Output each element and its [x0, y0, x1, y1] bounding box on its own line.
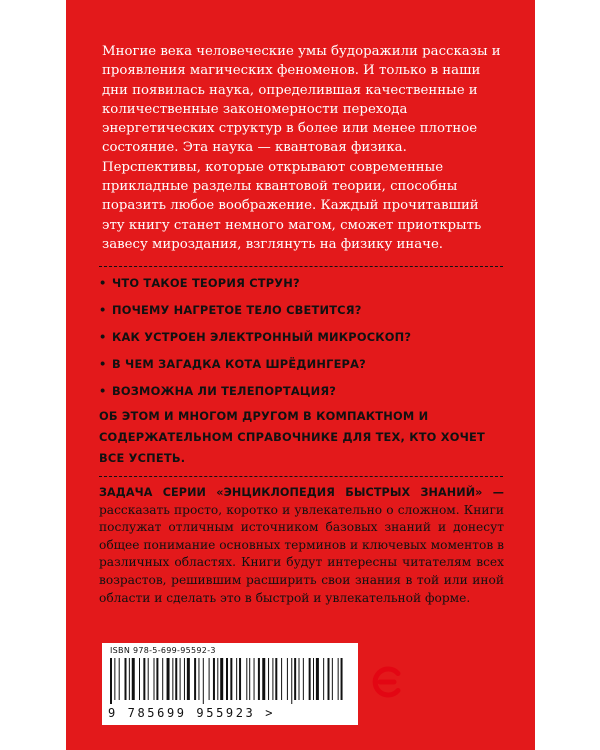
- barcode-bar: [154, 658, 155, 700]
- barcode-bar: [184, 658, 185, 700]
- barcode-bar: [291, 658, 292, 704]
- barcode-bar: [281, 658, 282, 700]
- barcode-bar: [110, 658, 112, 704]
- bullet-icon: •: [99, 384, 107, 398]
- question-text: ВОЗМОЖНА ЛИ ТЕЛЕПОРТАЦИЯ?: [112, 384, 337, 398]
- barcode-bar: [236, 658, 237, 700]
- isbn-label: ISBN 978-5-699-95592-3: [110, 646, 216, 655]
- barcode-bar: [272, 658, 273, 700]
- barcode-bar: [114, 658, 115, 700]
- bullet-icon: •: [99, 303, 107, 317]
- barcode-bar: [299, 658, 300, 700]
- barcode-bar: [246, 658, 247, 700]
- barcode-bar: [156, 658, 158, 700]
- barcode-bar: [230, 658, 232, 700]
- barcode-bar: [303, 658, 304, 700]
- barcode-bar: [323, 658, 324, 700]
- barcode-bar: [258, 658, 260, 700]
- barcode-digits: 9 785699 955923 >: [108, 706, 276, 720]
- barcode-bar: [338, 658, 339, 700]
- question-item: [99, 300, 362, 320]
- series-mission-body: рассказать просто, коротко и увлекательно о сложном. Книги послужат отличным источником базовых знаний и донесут общее понимание основных терминов и ключевых моментов в различных областях. Книги будут интересны читателям всех возрастов, решившим расширить свои знания в той или иной области и сделать это в быстрой и увлекательной форме.: [99, 502, 504, 605]
- eksmo-logo-icon: [369, 664, 405, 700]
- barcode-bar: [268, 658, 269, 700]
- barcode-bar: [129, 658, 130, 700]
- barcode-bar: [328, 658, 330, 700]
- barcode-bar: [275, 658, 277, 700]
- question-text: В ЧЕМ ЗАГАДКА КОТА ШРЁДИНГЕРА?: [112, 357, 366, 371]
- summary-text: ОБ ЭТОМ И МНОГОМ ДРУГОМ В КОМПАКТНОМ И СОДЕРЖАТЕЛЬНОМ СПРАВОЧНИКЕ ДЛЯ ТЕХ, КТО ХОЧЕТ ВСЕ УСПЕТЬ.: [99, 409, 485, 465]
- barcode-bar: [119, 658, 120, 700]
- barcode-bar: [217, 658, 218, 700]
- barcode-bar: [316, 658, 319, 700]
- barcode-bar: [254, 658, 255, 700]
- question-item: [99, 327, 411, 347]
- dashed-divider-bottom: [99, 476, 503, 477]
- barcode-bar: [194, 658, 196, 700]
- question-item: [99, 381, 336, 401]
- barcode-bars-icon: [110, 658, 348, 704]
- barcode-bar: [239, 658, 241, 700]
- barcode-bar: [203, 658, 204, 704]
- intro-paragraph: Многие века человеческие умы будоражили рассказы и проявления магических феноменов. И только в наши дни появилась наука, определившая качественные и количественные закономерности перехода энергетических структур в более или менее плотное состояние. Эта наука — квантовая физика. Перспективы, которые открывают современные прикладные разделы квантовой теории, способны поразить любое воображение. Каждый прочитавший эту книгу станет немного магом, сможет приоткрыть завесу мироздания, взглянуть на физику иначе.: [102, 44, 501, 252]
- barcode-bar: [198, 658, 199, 700]
- question-text: ПОЧЕМУ НАГРЕТОЕ ТЕЛО СВЕТИТСЯ?: [112, 303, 362, 317]
- bullet-icon: •: [99, 357, 107, 371]
- barcode-bar: [309, 658, 311, 700]
- barcode-bar: [187, 658, 190, 700]
- barcode-bar: [132, 658, 135, 700]
- barcode-bar: [167, 658, 170, 700]
- barcode-bar: [341, 658, 343, 700]
- question-text: КАК УСТРОЕН ЭЛЕКТРОННЫЙ МИКРОСКОП?: [112, 330, 412, 344]
- barcode-block: [102, 643, 358, 725]
- barcode-bar: [220, 658, 223, 700]
- barcode-bar: [172, 658, 173, 700]
- bullet-icon: •: [99, 330, 107, 344]
- book-back-cover: [66, 0, 535, 750]
- series-mission-paragraph: [99, 484, 504, 607]
- dashed-divider-top: [99, 266, 503, 267]
- barcode-bar: [143, 658, 145, 700]
- series-mission-lead: ЗАДАЧА СЕРИИ «ЭНЦИКЛОПЕДИЯ БЫСТРЫХ ЗНАНИЙ» —: [99, 486, 504, 499]
- barcode-bar: [139, 658, 140, 700]
- barcode-bar: [313, 658, 314, 700]
- barcode-bar: [213, 658, 215, 700]
- question-item: [99, 354, 366, 374]
- barcode-bar: [148, 658, 149, 700]
- bullet-icon: •: [99, 276, 107, 290]
- barcode-bar: [287, 658, 288, 700]
- barcode-bar: [226, 658, 228, 700]
- question-item: [99, 273, 300, 293]
- barcode-bar: [332, 658, 333, 700]
- barcode-bar: [249, 658, 250, 700]
- barcode-bar: [175, 658, 177, 700]
- barcode-bar: [180, 658, 181, 700]
- barcode-bar: [125, 658, 127, 700]
- barcode-bar: [294, 658, 296, 700]
- barcode-bar: [209, 658, 210, 700]
- question-text: ЧТО ТАКОЕ ТЕОРИЯ СТРУН?: [112, 276, 300, 290]
- barcode-bar: [162, 658, 163, 700]
- barcode-bar: [262, 658, 265, 700]
